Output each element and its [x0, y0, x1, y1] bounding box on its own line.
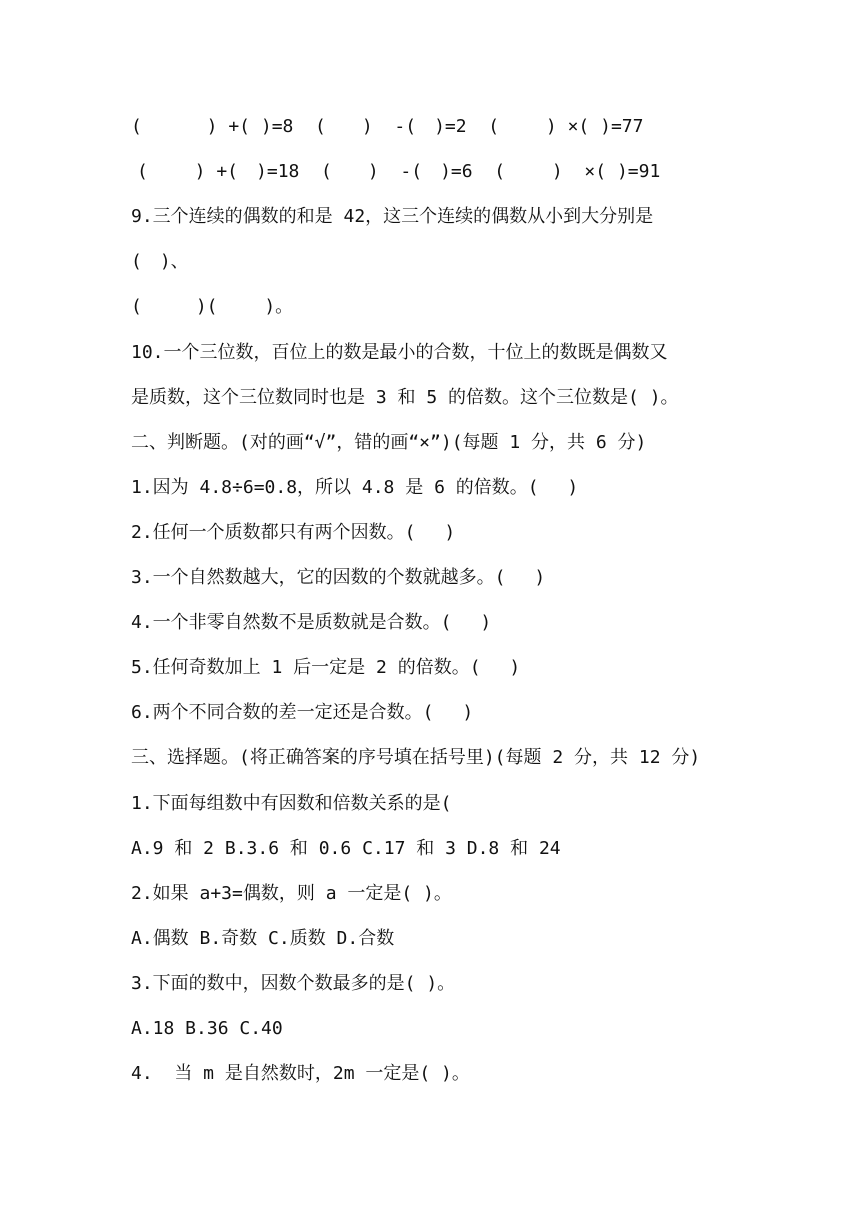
question-10-text-line-2: 是质数，这个三位数同时也是 3 和 5 的倍数。这个三位数是( )。 [131, 387, 679, 408]
choice-question-2-options: A.偶数 B.奇数 C.质数 D.合数 [131, 928, 395, 949]
question-9-blank-1: ( )、 [131, 251, 189, 272]
judgment-item-3: 3.一个自然数越大，它的因数的个数就越多。( ) [131, 567, 546, 588]
choice-question-1-options: A.9 和 2 B.3.6 和 0.6 C.17 和 3 D.8 和 24 [131, 838, 561, 859]
question-10-text-line-1: 10.一个三位数，百位上的数是最小的合数，十位上的数既是偶数又 [131, 342, 668, 363]
choice-question-1: 1.下面每组数中有因数和倍数关系的是( [131, 793, 452, 814]
section-2-heading: 二、判断题。(对的画“√”，错的画“×”)(每题 1 分，共 6 分) [131, 432, 647, 453]
judgment-item-6: 6.两个不同合数的差一定还是合数。( ) [131, 702, 474, 723]
choice-question-3: 3.下面的数中，因数个数最多的是( )。 [131, 973, 456, 994]
judgment-item-1: 1.因为 4.8÷6=0.8，所以 4.8 是 6 的倍数。( ) [131, 477, 579, 498]
choice-question-4: 4. 当 m 是自然数时，2m 一定是( )。 [131, 1063, 470, 1084]
question-9-blanks-2-3: ( )( )。 [131, 296, 294, 317]
section-3-heading: 三、选择题。(将正确答案的序号填在括号里)(每题 2 分，共 12 分) [131, 747, 701, 768]
judgment-item-5: 5.任何奇数加上 1 后一定是 2 的倍数。( ) [131, 657, 521, 678]
choice-question-2: 2.如果 a+3=偶数，则 a 一定是( )。 [131, 883, 452, 904]
question-9-text: 9.三个连续的偶数的和是 42，这三个连续的偶数从小到大分别是 [131, 206, 654, 227]
judgment-item-2: 2.任何一个质数都只有两个因数。( ) [131, 522, 456, 543]
judgment-item-4: 4.一个非零自然数不是质数就是合数。( ) [131, 612, 492, 633]
fill-in-equations-row-1: ( ) +( )=8 ( ) -( )=2 ( ) ×( )=77 [131, 116, 644, 137]
choice-question-3-options: A.18 B.36 C.40 [131, 1018, 283, 1039]
fill-in-equations-row-2: ( ) +( )=18 ( ) -( )=6 ( ) ×( )=91 [137, 161, 661, 182]
